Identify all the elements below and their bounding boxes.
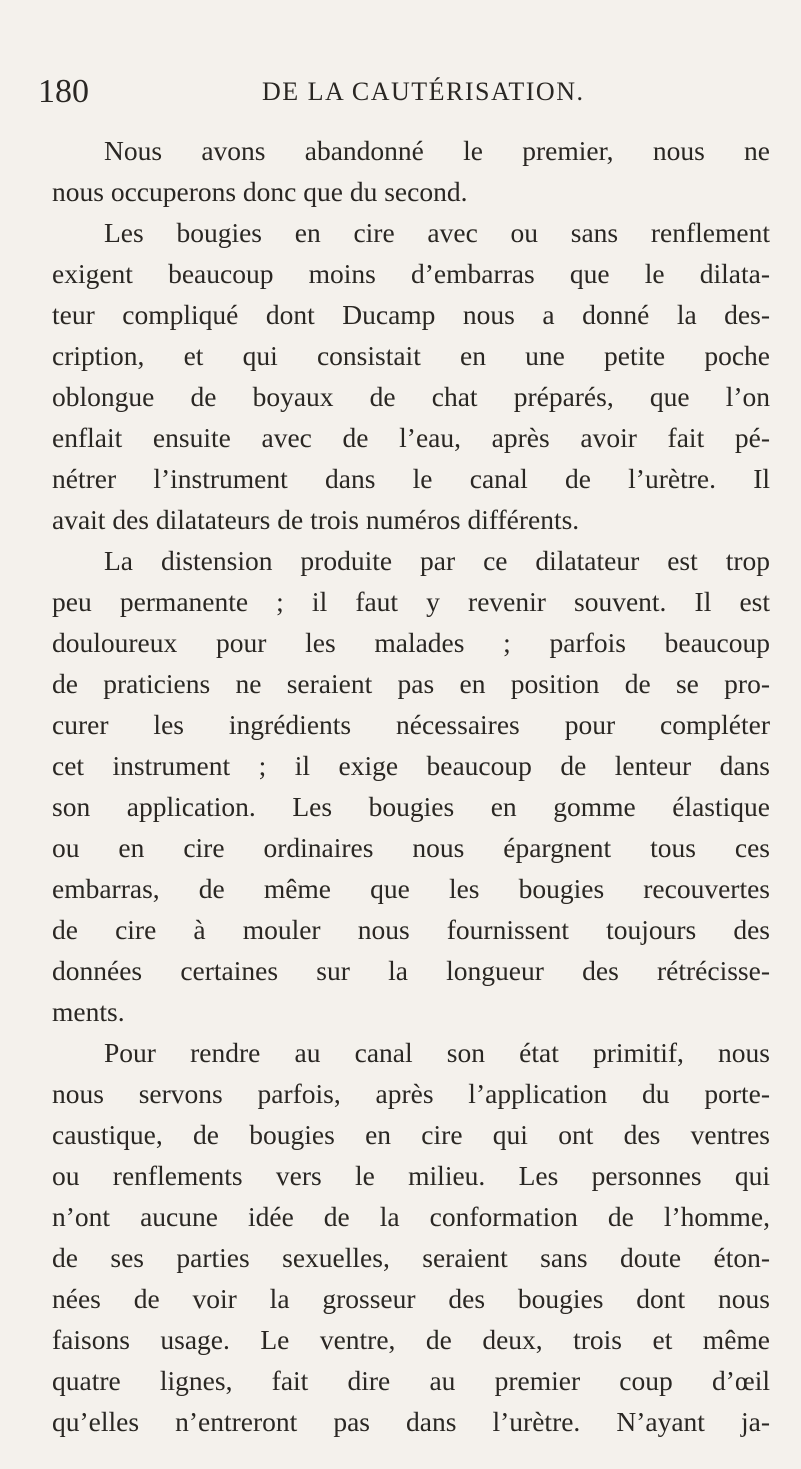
page-number: 180 <box>38 73 89 110</box>
body-text <box>52 132 770 1444</box>
text-line: douloureux pour les malades ; parfois beaucoup <box>52 627 770 658</box>
text-line: faisons usage. Le ventre, de deux, trois et même <box>52 1324 770 1355</box>
text-line: exigent beaucoup moins d’embarras que le dilata- <box>52 258 770 289</box>
text-line: de praticiens ne seraient pas en position de se pro- <box>52 668 770 699</box>
text-line: quatre lignes, fait dire au premier coup d’œil <box>52 1365 770 1396</box>
text-line: ments. <box>52 996 125 1027</box>
text-line: données certaines sur la longueur des rétrécisse- <box>52 955 770 986</box>
text-line: nous servons parfois, après l’application du porte- <box>52 1078 770 1109</box>
text-line: ou renflements vers le milieu. Les personnes qui <box>52 1160 770 1191</box>
text-line: ou en cire ordinaires nous épargnent tous ces <box>52 832 770 863</box>
text-line: embarras, de même que les bougies recouvertes <box>52 873 770 904</box>
text-line: de ses parties sexuelles, seraient sans doute éton- <box>52 1242 770 1273</box>
text-line: Nous avons abandonné le premier, nous ne <box>104 135 770 166</box>
text-line: nées de voir la grosseur des bougies dont nous <box>52 1283 770 1314</box>
running-head <box>38 72 758 112</box>
text-line: cription, et qui consistait en une petite poche <box>52 340 770 371</box>
text-line: qu’elles n’entreront pas dans l’urètre. N’ayant ja- <box>52 1406 770 1437</box>
text-line: Les bougies en cire avec ou sans renflement <box>104 217 770 248</box>
text-line: avait des dilatateurs de trois numéros différents. <box>52 504 580 535</box>
text-line: La distension produite par ce dilatateur est trop <box>104 545 770 576</box>
text-line: enflait ensuite avec de l’eau, après avoir fait pé- <box>52 422 770 453</box>
text-line: Pour rendre au canal son état primitif, nous <box>104 1037 770 1068</box>
text-line: curer les ingrédients nécessaires pour compléter <box>52 709 770 740</box>
text-line: de cire à mouler nous fournissent toujours des <box>52 914 770 945</box>
text-line: peu permanente ; il faut y revenir souvent. Il est <box>52 586 770 617</box>
text-line: nétrer l’instrument dans le canal de l’urètre. Il <box>52 463 770 494</box>
text-line: oblongue de boyaux de chat préparés, que l’on <box>52 381 770 412</box>
text-line: n’ont aucune idée de la conformation de l’homme, <box>52 1201 770 1232</box>
text-line: teur compliqué dont Ducamp nous a donné la des- <box>52 299 770 330</box>
text-line: cet instrument ; il exige beaucoup de lenteur dans <box>52 750 770 781</box>
text-line: nous occuperons donc que du second. <box>52 176 468 207</box>
text-line: caustique, de bougies en cire qui ont des ventres <box>52 1119 770 1150</box>
text-line: son application. Les bougies en gomme élastique <box>52 791 770 822</box>
running-title: DE LA CAUTÉRISATION. <box>262 77 585 106</box>
